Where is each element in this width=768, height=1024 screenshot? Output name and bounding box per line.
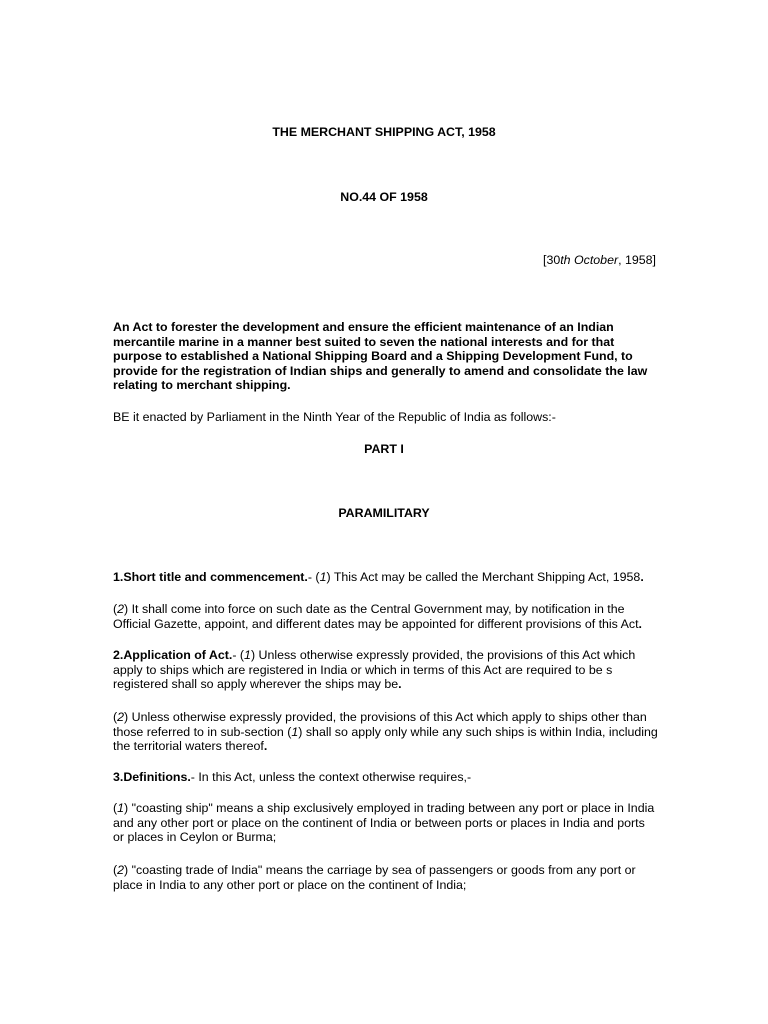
section-2-heading: 2.Application of Act. [113,648,233,662]
section-1-end-1: . [640,570,644,584]
date-italic: th October [560,253,619,267]
section-3-num-2: 2 [117,863,125,877]
section-2-text-2b: ) shall so apply only while any such ships is within India, including the territorial waters thereof [113,724,658,754]
section-2-open-2: ( [113,710,118,724]
section-3-heading: 3.Definitions. [113,770,191,784]
section-2-text-1: ) Unless otherwise expressly provided, the provisions of this Act which apply to ships which are registered in India or which in terms of this Act are required to be s registered shall so apply wherever the ships may be [113,648,636,692]
act-title: THE MERCHANT SHIPPING ACT, 1958 [272,125,496,139]
date-open: [30 [543,253,561,267]
section-2-num-2: 2 [117,710,125,724]
preamble: An Act to forester the development and ensure the efficient maintenance of an Indian mercantile marine in a manner best suited to seven the national interests and for that purpose to established a National Shipping Board and a Shipping Development Fund, to provide for the registration of Indian ships and generally to amend and consolidate the law relating to merchant shipping. [113,320,648,393]
section-2-subsection-2 [113,710,658,754]
part-heading: PART I [364,442,404,456]
section-2-subsection-1 [113,648,658,692]
section-2-num-2b: 1 [291,724,299,739]
section-1-subsection-2 [113,602,658,631]
enactment-date [400,253,656,268]
section-1-num-2: 2 [117,602,125,616]
section-1-num-1: 1 [319,570,327,584]
section-1-text-1: ) This Act may be called the Merchant Shipping Act, 1958 [326,570,641,584]
section-3-num-1: 1 [117,801,125,815]
section-3-open-1: ( [113,801,118,815]
section-2-num-1: 1 [244,648,251,662]
section-3-text: - In this Act, unless the context otherwise requires,- [190,770,472,784]
section-3-text-2: ) "coasting trade of India" means the carriage by sea of passengers or goods from any port or place in India to any other port or place on the continent of India; [113,863,636,892]
section-3-text-1: ) "coasting ship" means a ship exclusively employed in trading between any port or place in India and any other port or place on the continent of India or between ports or places in India and ports or places in Ceylon or Burma; [113,801,655,845]
section-1-subsection-1 [113,570,658,585]
section-3-intro [113,770,658,785]
section-1-sep: - ( [307,570,320,584]
section-2-sep: - ( [232,648,245,662]
date-close: , 1958] [618,253,656,267]
section-2-end-1: . [398,677,402,692]
enactment-clause: BE it enacted by Parliament in the Ninth Year of the Republic of India as follows:- [113,410,556,424]
section-3-open-2: ( [113,863,118,877]
section-2-text-2a: ) Unless otherwise expressly provided, the provisions of this Act which apply to ships other than those referred to in sub-section ( [113,710,647,739]
section-1-text-2: ) It shall come into force on such date as the Central Government may, by notification in the Official Gazette, appoint, and different dates may be appointed for different provisions of this Act [113,602,639,631]
section-3-definition-1 [113,801,658,845]
section-1-heading: 1.Short title and commencement. [113,570,308,584]
section-1-end-2: . [638,616,642,631]
section-2-end-2: . [263,739,268,754]
section-1-open-2: ( [113,602,118,616]
act-number: NO.44 OF 1958 [340,190,428,204]
part-title: PARAMILITARY [338,506,430,520]
section-3-definition-2 [113,863,658,892]
